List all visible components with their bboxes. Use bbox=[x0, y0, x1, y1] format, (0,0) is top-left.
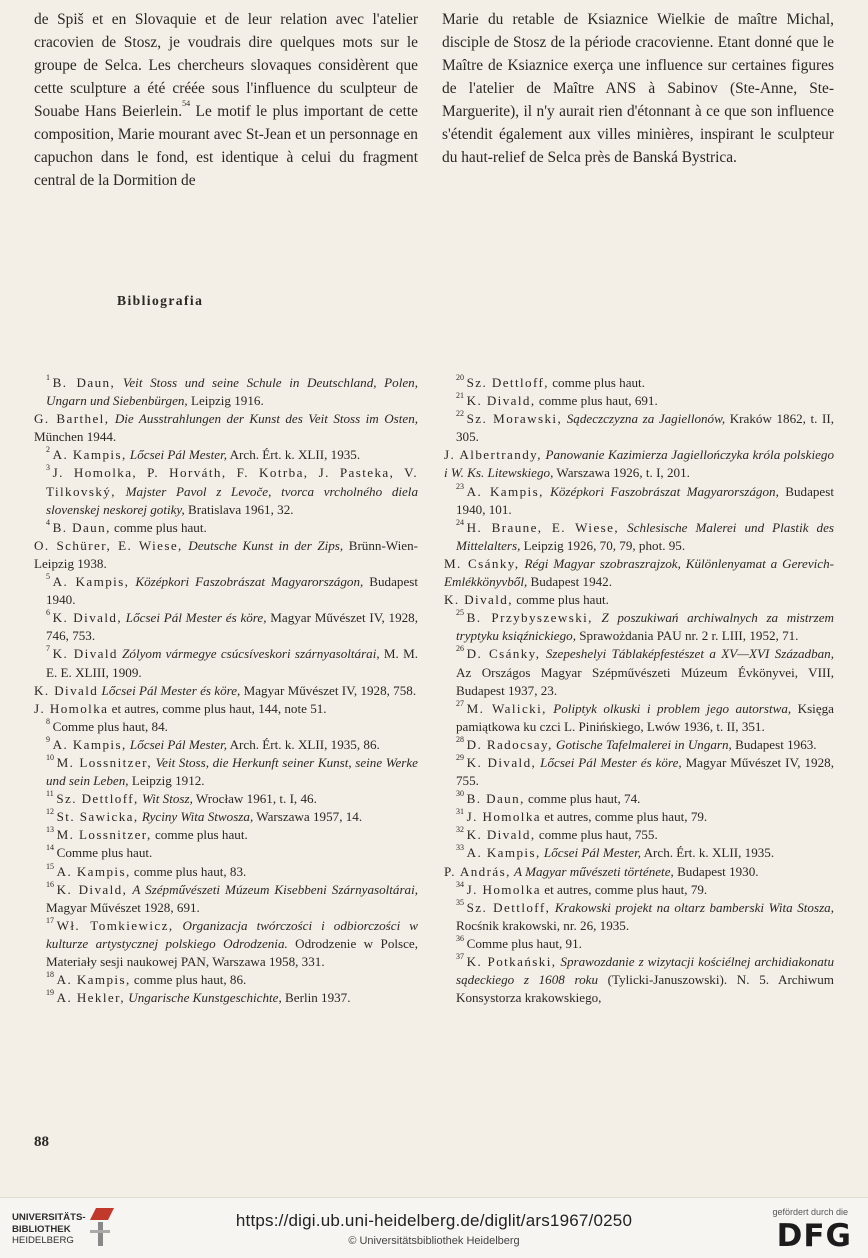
reference-title: Deutsche Kunst in der Zips, bbox=[188, 537, 344, 553]
reference-title: Sprawozdanie z wizytacji kościélnej archidiakonatu sądeckiego z 1608 roku bbox=[456, 954, 834, 988]
reference-author: A. Kampis, bbox=[52, 447, 127, 463]
reference-entry bbox=[444, 953, 834, 1007]
reference-title: Panowanie Kazimierza Jagiellończyka króla polskiego i W. Ks. Litewskiego, bbox=[444, 447, 834, 481]
body-paragraph: Marie du retable de Ksiaznice Wielkie de maître Michal, disciple de Stosz de la période cracovienne. Etant donné que le Maître de Ksiaznice exerça une influence sur certaines figures de l'atelier de Maître ANS à Sabinov (Ste-Anne, Ste-Marguerite), il n'y aurait rien d'étonnant à ce que son influence s'étendit également aux villes minières, inspirant le sculpteur du haut-relief de Selca près de Banská Bystrica. bbox=[442, 11, 834, 166]
reference-title: Lőcsei Pál Mester, bbox=[129, 447, 228, 463]
reference-number: 31 bbox=[456, 807, 464, 817]
reference-number: 4 bbox=[46, 517, 50, 527]
reference-entry bbox=[444, 519, 834, 555]
reference-title: Régi Magyar szobraszrajzok, Különlenyamat a Gerevich-Emlékkönyvből, bbox=[444, 555, 834, 590]
reference-details: Leipzig 1912. bbox=[128, 773, 205, 789]
reference-title: Veit Stoss, die Herkunft seiner Kunst, seine Werke und sein Leben, bbox=[46, 754, 418, 789]
body-text-left bbox=[34, 8, 418, 192]
reference-author: K. Divald, bbox=[444, 592, 513, 608]
reference-author: M. Lossnitzer, bbox=[56, 754, 153, 770]
reference-author: M. Lossnitzer, bbox=[56, 827, 152, 843]
reference-entry bbox=[444, 555, 834, 591]
reference-entry bbox=[444, 645, 834, 699]
reference-number: 6 bbox=[46, 608, 50, 618]
reference-author: M. Csánky, bbox=[444, 555, 520, 571]
reference-number: 27 bbox=[456, 698, 464, 708]
reference-details: Comme plus haut, 91. bbox=[466, 935, 582, 951]
reference-title: Majster Pavol z Levoče, tvorca vrcholného diela slovenskej neskorej gotiky, bbox=[46, 483, 418, 517]
reference-details: Sprawożdania PAU nr. 2 r. LIII, 1952, 71. bbox=[576, 628, 799, 644]
reference-title: Lőcsei Pál Mester és köre, bbox=[101, 682, 241, 698]
reference-title: Die Ausstrahlungen der Kunst des Veit Stoss im Osten, bbox=[114, 411, 419, 427]
footnote-marker: 54 bbox=[182, 99, 191, 108]
reference-title: Lőcsei Pál Mester, bbox=[129, 736, 228, 752]
reference-entry bbox=[34, 736, 418, 754]
reference-author: A. Kampis, bbox=[56, 972, 131, 988]
reference-details: Magyar Művészet IV, 1928, 746, 753. bbox=[46, 610, 418, 644]
reference-number: 33 bbox=[456, 843, 464, 853]
reference-entry bbox=[34, 464, 418, 518]
reference-details: comme plus haut. bbox=[552, 375, 645, 390]
reference-title: Krakowski projekt na oltarz bamberski Wita Stosza, bbox=[554, 899, 834, 915]
reference-entry bbox=[34, 844, 418, 862]
reference-author: D. Csánky, bbox=[466, 646, 541, 662]
reference-entry bbox=[444, 374, 834, 392]
reference-author: K. Divald, bbox=[466, 754, 537, 770]
reference-author: J. Albertrandy, bbox=[444, 447, 542, 463]
reference-entry bbox=[444, 736, 834, 754]
reference-number: 1 bbox=[46, 373, 50, 382]
reference-author: Wł. Tomkiewicz, bbox=[56, 917, 174, 933]
reference-details: München 1944. bbox=[34, 429, 117, 445]
reference-title: Sądeczczyzna za Jagiellonów, bbox=[566, 411, 726, 427]
reference-title: Organizacja twórczości i odbiorczości w kulturze artystycznej polskiego Odrodzenia. bbox=[46, 917, 418, 951]
reference-author: K. Divald bbox=[34, 682, 99, 698]
reference-details: Budapest 1940, 101. bbox=[456, 483, 834, 517]
reference-title: Lőcsei Pál Mester, bbox=[543, 845, 642, 861]
library-name-line: BIBLIOTHEK bbox=[12, 1223, 71, 1235]
reference-entry bbox=[34, 718, 418, 736]
reference-number: 16 bbox=[46, 879, 54, 889]
reference-number: 30 bbox=[456, 789, 464, 799]
reference-number: 22 bbox=[456, 409, 464, 419]
bibliography-right-column bbox=[444, 374, 834, 1007]
reference-title: Poliptyk olkuski i problem jego autorstwa, bbox=[553, 700, 792, 716]
reference-number: 23 bbox=[456, 481, 464, 491]
reference-details: comme plus haut. bbox=[114, 519, 207, 535]
reference-details: Leipzig 1916. bbox=[187, 393, 264, 409]
reference-details: comme plus haut, 74. bbox=[528, 791, 641, 807]
reference-author: A. Kampis, bbox=[56, 863, 131, 879]
reference-entry bbox=[444, 410, 834, 446]
reference-details: M. M. E. E. XLIII, 1909. bbox=[46, 646, 418, 680]
reference-details: Księga pamiątkowa ku czci L. Pinińskiego, Lwów 1936, t. II, 351. bbox=[456, 700, 834, 734]
reference-title: Középkori Faszobrászat Magyarországon, bbox=[135, 574, 364, 590]
reference-details: Magyar Művészet IV, 1928, 755. bbox=[456, 754, 834, 789]
reference-entry bbox=[34, 863, 418, 881]
reference-details: Arch. Ért. k. XLII, 1935. bbox=[227, 447, 361, 463]
reference-number: 12 bbox=[46, 807, 54, 817]
reference-entry bbox=[34, 808, 418, 826]
reference-author: Sz. Dettloff, bbox=[466, 899, 551, 915]
reference-author: J. Homolka bbox=[466, 881, 541, 897]
reference-entry bbox=[444, 790, 834, 808]
reference-number: 24 bbox=[456, 517, 464, 527]
reference-number: 34 bbox=[456, 879, 464, 889]
reference-number: 9 bbox=[46, 734, 50, 744]
reference-details: Magyar Művészet IV, 1928, 758. bbox=[240, 682, 417, 698]
reference-title: Lőcsei Pál Mester és köre, bbox=[540, 754, 682, 770]
reference-number: 21 bbox=[456, 391, 464, 401]
reference-author: J. Homolka bbox=[34, 700, 109, 716]
reference-details: Comme plus haut, 84. bbox=[52, 718, 168, 734]
reference-details: Kraków 1862, t. II, 305. bbox=[456, 411, 835, 445]
reference-details: Leipzig 1926, 70, 79, phot. 95. bbox=[520, 537, 686, 553]
reference-entry bbox=[444, 808, 834, 826]
reference-number: 28 bbox=[456, 734, 464, 744]
reference-details: Warszawa 1957, 14. bbox=[253, 809, 363, 825]
reference-entry bbox=[34, 374, 418, 410]
page-number: 88 bbox=[34, 1134, 49, 1150]
reference-author: G. Barthel, bbox=[34, 411, 110, 427]
reference-entry bbox=[34, 917, 418, 971]
reference-entry bbox=[444, 863, 834, 881]
footer-bar bbox=[0, 1197, 868, 1258]
reference-number: 35 bbox=[456, 897, 464, 907]
reference-number: 13 bbox=[46, 825, 54, 835]
reference-title: Ungarische Kunstgeschichte, bbox=[128, 990, 282, 1006]
reference-entry bbox=[444, 591, 834, 609]
reference-details: comme plus haut. bbox=[516, 592, 609, 608]
bibliography-left-column bbox=[34, 374, 418, 1007]
reference-entry bbox=[34, 573, 418, 609]
reference-entry bbox=[444, 392, 834, 410]
reference-author: A. Kampis, bbox=[52, 736, 127, 752]
reference-title: Gotische Tafelmalerei in Ungarn, bbox=[556, 736, 732, 752]
reference-number: 18 bbox=[46, 970, 54, 980]
reference-details: Arch. Ért. k. XLII, 1935. bbox=[641, 845, 775, 861]
reference-number: 15 bbox=[46, 861, 54, 871]
dfg-logo: DFG bbox=[776, 1218, 852, 1254]
reference-number: 20 bbox=[456, 373, 464, 382]
body-paragraph: de Spiš et en Slovaquie et de leur relation avec l'atelier cracovien de Stosz, je voudrais dire quelques mots sur le groupe de Selca. Les chercheurs slovaques considèrent que cette sculpture a été créée sous l'influence du sculpteur de Souabe Hans Beierlein.$^{54}$ Le motif le plus important de cette composition, Marie mourant avec St-Jean et un personnage en capuchon dans le fond, est identique à celui du fragment central de la Dormition de bbox=[34, 11, 418, 189]
reference-number: 37 bbox=[456, 952, 464, 961]
reference-number: 29 bbox=[456, 752, 464, 762]
reference-author: M. Walicki, bbox=[466, 700, 547, 716]
reference-details: Odrodzenie w Polsce, Materiały sesji naukowej PAN, Warszawa 1958, 331. bbox=[46, 935, 418, 969]
reference-author: O. Schürer, E. Wiese, bbox=[34, 537, 183, 553]
reference-number: 19 bbox=[46, 988, 54, 998]
reference-entry bbox=[34, 519, 418, 537]
reference-number: 8 bbox=[46, 716, 50, 726]
reference-details: et autres, comme plus haut, 79. bbox=[544, 881, 708, 897]
reference-entry bbox=[34, 700, 418, 718]
body-text-right bbox=[442, 8, 834, 169]
reference-details: (Tylicki-Januszowski). N. 5. Archiwum Konsystorza krakowskiego, bbox=[456, 972, 834, 1006]
reference-details: Az Országos Magyar Szépművészeti Múzeum Évkönyvei, VIII, Budapest 1937, 23. bbox=[456, 664, 834, 698]
reference-details: Comme plus haut. bbox=[56, 845, 153, 861]
reference-entry bbox=[444, 935, 834, 953]
reference-details: Brünn-Wien-Leipzig 1938. bbox=[34, 537, 418, 571]
reference-title: Ryciny Wita Stwosza, bbox=[141, 809, 254, 825]
reference-details: Warszawa 1926, t. I, 201. bbox=[553, 465, 690, 481]
reference-entry bbox=[444, 483, 834, 519]
reference-details: Rocśnik krakowski, nr. 26, 1935. bbox=[456, 917, 630, 933]
reference-author: B. Daun, bbox=[52, 519, 111, 535]
reference-details: comme plus haut, 691. bbox=[538, 393, 658, 409]
reference-author: B. Daun, bbox=[466, 791, 525, 807]
reference-number: 10 bbox=[46, 752, 54, 762]
reference-author: K. Divald, bbox=[466, 827, 536, 843]
reference-author: B. Przybyszewski, bbox=[466, 610, 593, 626]
reference-details: Budapest 1940. bbox=[46, 574, 418, 608]
reference-title: Szepeshelyi Táblaképfestészet a XV—XVI Században, bbox=[545, 646, 834, 662]
reference-entry bbox=[34, 790, 418, 808]
reference-entry bbox=[34, 754, 418, 790]
copyright-notice: © Universitätsbibliothek Heidelberg bbox=[348, 1235, 520, 1247]
reference-author: K. Divald bbox=[52, 646, 118, 662]
funding-note: gefördert durch die bbox=[772, 1207, 848, 1217]
reference-author: A. Kampis, bbox=[466, 483, 544, 499]
reference-number: 25 bbox=[456, 608, 464, 618]
reference-details: Budapest 1942. bbox=[527, 574, 612, 590]
reference-author: J. Homolka, P. Horváth, F. Kotrba, J. Pasteka, V. Tilkovský, bbox=[46, 465, 418, 499]
reference-details: Budapest 1930. bbox=[673, 863, 759, 879]
reference-entry bbox=[444, 609, 834, 645]
reference-entry bbox=[34, 826, 418, 844]
reference-number: 14 bbox=[46, 843, 54, 853]
reference-author: A. Kampis, bbox=[466, 845, 541, 861]
reference-author: St. Sawicka, bbox=[56, 809, 139, 825]
reference-entry bbox=[34, 989, 418, 1007]
reference-entry bbox=[444, 826, 834, 844]
library-name-line: HEIDELBERG bbox=[12, 1235, 74, 1246]
reference-number: 26 bbox=[456, 644, 464, 654]
reference-details: Berlin 1937. bbox=[281, 990, 351, 1006]
reference-title: Z poszukiwań archiwalnych za mistrzem tryptyku ksiąźnickiego, bbox=[456, 610, 834, 644]
reference-entry bbox=[444, 899, 834, 935]
reference-author: Sz. Dettloff, bbox=[466, 375, 549, 390]
reference-author: K. Divald, bbox=[52, 610, 123, 626]
reference-title: A Szépművészeti Múzeum Kisebbeni Szárnyasoltárai, bbox=[132, 881, 419, 897]
reference-entry bbox=[34, 971, 418, 989]
reference-number: 5 bbox=[46, 572, 50, 582]
reference-details: Bratislava 1961, 32. bbox=[184, 501, 294, 517]
reference-number: 11 bbox=[46, 789, 54, 799]
reference-entry bbox=[34, 645, 418, 681]
reference-title: Lőcsei Pál Mester és köre, bbox=[125, 610, 267, 626]
reference-entry bbox=[34, 609, 418, 645]
reference-number: 2 bbox=[46, 445, 50, 455]
reference-entry bbox=[444, 844, 834, 862]
reference-details: Budapest 1963. bbox=[731, 736, 817, 752]
reference-author: Sz. Morawski, bbox=[466, 411, 563, 427]
reference-title: Wit Stosz, bbox=[141, 791, 193, 807]
reference-title: Veit Stoss und seine Schule in Deutschland, Polen, Ungarn und Siebenbürgen, bbox=[46, 375, 418, 409]
reference-title: Schlesische Malerei und Plastik des Mittelalters, bbox=[456, 519, 835, 553]
reference-entry bbox=[34, 537, 418, 573]
reference-title: Középkori Faszobrászat Magyarországon, bbox=[550, 483, 779, 499]
reference-details: comme plus haut, 83. bbox=[133, 863, 247, 879]
reference-author: B. Daun, bbox=[52, 375, 116, 390]
reference-details: Arch. Ért. k. XLII, 1935, 86. bbox=[227, 736, 380, 752]
reference-number: 32 bbox=[456, 825, 464, 835]
reference-details: comme plus haut. bbox=[155, 827, 248, 843]
reference-author: A. Hekler, bbox=[56, 990, 126, 1006]
reference-number: 7 bbox=[46, 644, 50, 654]
reference-title: Zólyom vármegye csúcsíveskori szárnyasoltárai, bbox=[122, 646, 380, 662]
document-url-link[interactable]: https://digi.ub.uni-heidelberg.de/diglit/ars1967/0250 bbox=[235, 1211, 633, 1230]
reference-author: P. András, bbox=[444, 863, 511, 879]
reference-title: A Magyar művészeti története, bbox=[514, 863, 674, 879]
reference-entry bbox=[34, 410, 418, 446]
library-name-line: UNIVERSITÄTS- bbox=[12, 1212, 86, 1223]
reference-author: J. Homolka bbox=[466, 809, 541, 825]
reference-author: H. Braune, E. Wiese, bbox=[466, 519, 620, 535]
reference-number: 17 bbox=[46, 915, 54, 925]
reference-author: A. Kampis, bbox=[52, 574, 130, 590]
reference-entry bbox=[444, 700, 834, 736]
reference-number: 36 bbox=[456, 933, 464, 943]
reference-details: et autres, comme plus haut, 79. bbox=[544, 809, 708, 825]
reference-entry bbox=[34, 682, 418, 700]
reference-details: Magyar Művészet 1928, 691. bbox=[46, 899, 200, 915]
reference-author: D. Radocsay, bbox=[466, 736, 553, 752]
reference-number: 3 bbox=[46, 463, 50, 473]
reference-author: Sz. Dettloff, bbox=[56, 791, 139, 807]
reference-details: comme plus haut, 755. bbox=[538, 827, 658, 843]
reference-author: K. Potkański, bbox=[466, 954, 557, 969]
reference-entry bbox=[34, 881, 418, 917]
reference-entry bbox=[444, 881, 834, 899]
reference-details: comme plus haut, 86. bbox=[133, 972, 247, 988]
reference-author: K. Divald, bbox=[56, 881, 128, 897]
reference-author: K. Divald, bbox=[466, 393, 536, 409]
reference-entry bbox=[34, 446, 418, 464]
reference-entry bbox=[444, 446, 834, 482]
reference-entry bbox=[444, 754, 834, 790]
reference-details: Wrocław 1961, t. I, 46. bbox=[192, 791, 317, 807]
reference-details: et autres, comme plus haut, 144, note 51. bbox=[111, 700, 327, 716]
bibliography-heading: Bibliografia bbox=[117, 293, 204, 308]
